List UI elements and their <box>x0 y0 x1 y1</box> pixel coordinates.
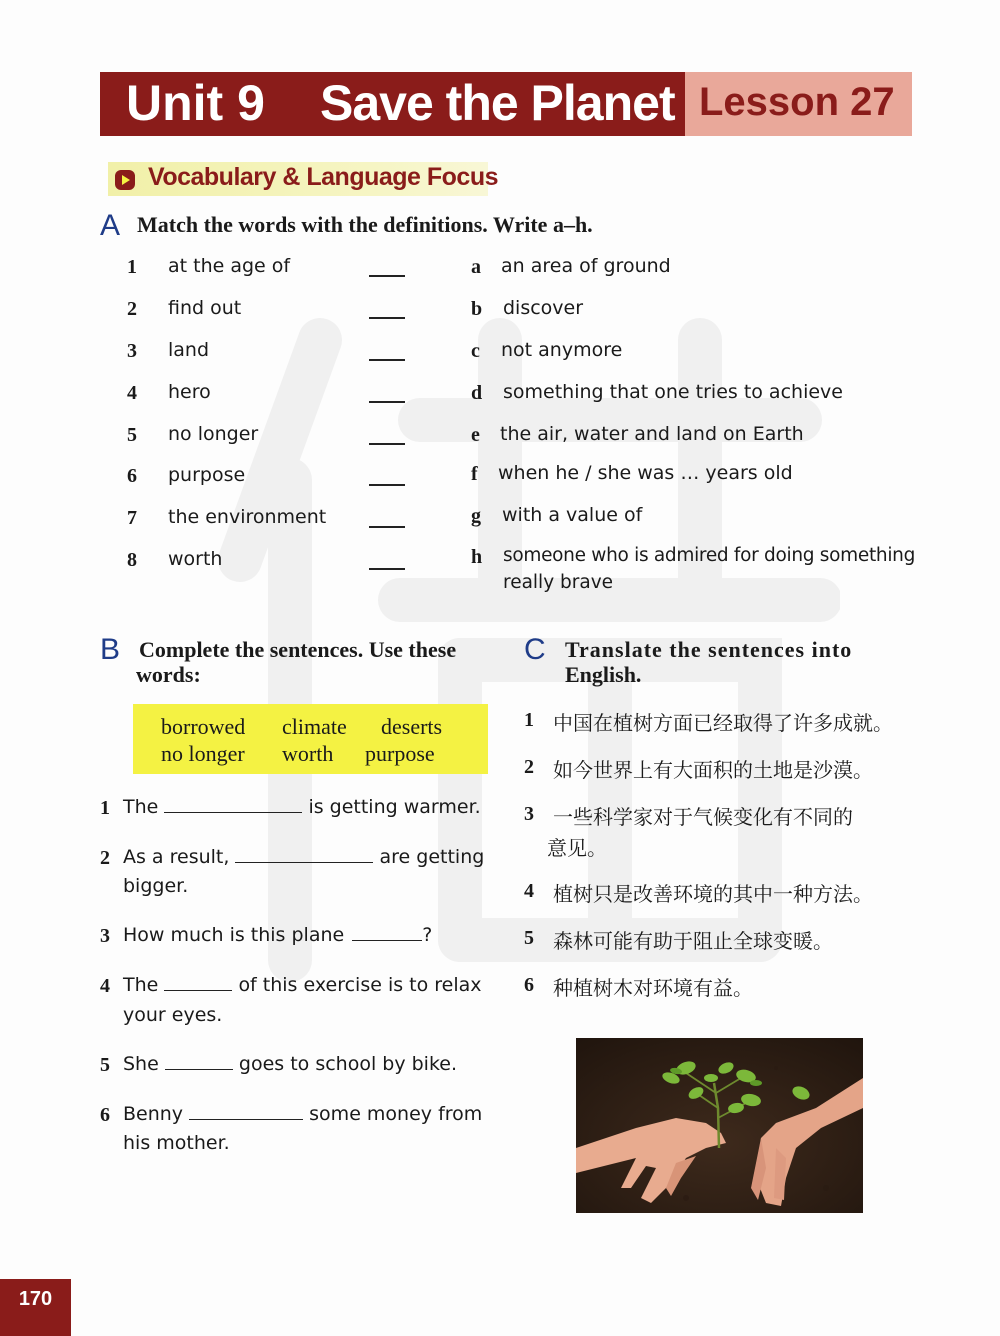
answer-blank[interactable] <box>369 443 405 445</box>
word-box-item: borrowed <box>161 714 246 739</box>
sentence-text: How much is this plane <box>123 924 345 946</box>
definition-letter: e <box>471 424 480 446</box>
sentence-text: The <box>123 974 159 996</box>
definition-text: something that one tries to achieve <box>503 381 843 403</box>
word-text: find out <box>168 297 242 319</box>
answer-blank[interactable] <box>352 924 422 941</box>
translation-number: 5 <box>524 927 534 949</box>
translation-number: 3 <box>524 803 534 825</box>
sentence-line <box>123 846 484 868</box>
word-text: the environment <box>168 506 327 528</box>
word-box-item: worth <box>282 741 334 766</box>
word-number: 5 <box>127 424 137 446</box>
answer-blank[interactable] <box>164 796 302 813</box>
definition-text: when he / she was … years old <box>498 462 793 484</box>
word-box-item: climate <box>282 714 347 739</box>
answer-blank[interactable] <box>164 974 232 991</box>
word-text: no longer <box>168 423 259 445</box>
answer-blank[interactable] <box>369 317 405 319</box>
word-box-item: no longer <box>161 741 245 766</box>
definition-text: discover <box>503 297 584 319</box>
sentence-text-continued: bigger. <box>123 875 189 897</box>
word-text: purpose <box>168 464 246 486</box>
unit-title: Save the Planet <box>320 75 675 131</box>
vocab-banner-label: Vocabulary & Language Focus <box>148 163 499 191</box>
word-box-item: purpose <box>365 741 435 766</box>
translation-text-continued: 意见。 <box>547 836 607 860</box>
lesson-label: Lesson 27 <box>699 80 895 124</box>
word-number: 6 <box>127 465 137 487</box>
sentence-line <box>123 1103 482 1125</box>
sentence-text: The <box>123 796 159 818</box>
definition-letter: h <box>471 546 483 568</box>
word-box-item: deserts <box>381 714 443 739</box>
section-c-instruction: Translate the sentences into <box>565 637 853 662</box>
answer-blank[interactable] <box>369 401 405 403</box>
word-number: 8 <box>127 549 137 571</box>
sentence-text: Benny <box>123 1103 184 1125</box>
sentence-text: ? <box>422 924 433 946</box>
word-text: at the age of <box>168 255 291 277</box>
translation-text: 中国在植树方面已经取得了许多成就。 <box>553 711 893 735</box>
sentence-text: is getting warmer. <box>308 796 481 818</box>
definition-text: with a value of <box>502 504 643 526</box>
word-text: worth <box>168 548 223 570</box>
word-number: 1 <box>127 256 137 278</box>
translation-text: 一些科学家对于气候变化有不同的 <box>553 805 853 829</box>
translation-number: 4 <box>524 880 534 902</box>
section-a-instruction: Match the words with the definitions. Write a–h. <box>137 212 593 237</box>
sentence-line <box>123 974 482 996</box>
sentence-text: As a result, <box>123 846 230 868</box>
sentence-number: 4 <box>100 975 110 997</box>
sentence-line <box>123 796 481 818</box>
section-a-letter: A <box>100 209 121 242</box>
sentence-number: 1 <box>100 797 110 819</box>
definition-letter: b <box>471 298 483 320</box>
translation-text: 植树只是改善环境的其中一种方法。 <box>553 882 873 906</box>
word-text: hero <box>168 381 211 403</box>
section-b-instruction: Complete the sentences. Use these <box>139 637 457 662</box>
sentence-number: 2 <box>100 847 110 869</box>
word-text: land <box>168 339 210 361</box>
sentence-line <box>123 1053 457 1075</box>
section-c-instruction-continued: English. <box>565 662 642 687</box>
page-number: 170 <box>18 1288 53 1310</box>
word-number: 2 <box>127 298 137 320</box>
word-number: 7 <box>127 507 137 529</box>
answer-blank[interactable] <box>369 359 405 361</box>
sentence-line <box>123 924 432 946</box>
sentence-text: She <box>123 1053 159 1075</box>
sentence-text-continued: his mother. <box>123 1132 230 1154</box>
answer-blank[interactable] <box>235 846 373 863</box>
definition-letter: a <box>471 256 481 278</box>
sentence-number: 6 <box>100 1104 110 1126</box>
definition-text: an area of ground <box>501 255 671 277</box>
sentence-text: are getting <box>379 846 485 868</box>
lesson-badge <box>685 72 912 136</box>
answer-blank[interactable] <box>369 275 405 277</box>
translation-number: 2 <box>524 756 534 778</box>
sentence-text-continued: your eyes. <box>123 1004 223 1026</box>
translation-number: 1 <box>524 709 534 731</box>
word-number: 3 <box>127 340 137 362</box>
section-c-letter: C <box>524 633 546 666</box>
answer-blank[interactable] <box>165 1053 233 1070</box>
translation-number: 6 <box>524 974 534 996</box>
answer-blank[interactable] <box>369 568 405 570</box>
definition-letter: d <box>471 382 483 404</box>
answer-blank[interactable] <box>369 526 405 528</box>
definition-letter: c <box>471 340 480 362</box>
play-icon <box>114 169 136 191</box>
definition-text-continued: really brave <box>503 572 614 593</box>
sentence-text: some money from <box>309 1103 483 1125</box>
translation-text: 种植树木对环境有益。 <box>553 976 753 1000</box>
definition-letter: f <box>471 463 478 485</box>
unit-number: Unit 9 <box>126 75 265 131</box>
sentence-text: of this exercise is to relax <box>238 974 482 996</box>
translation-text: 如今世界上有大面积的土地是沙漠。 <box>553 758 873 782</box>
sentence-text: goes to school by bike. <box>238 1053 458 1075</box>
answer-blank[interactable] <box>369 484 405 486</box>
section-b-instruction-continued: words: <box>136 662 201 687</box>
definition-text: someone who is admired for doing something <box>503 545 916 566</box>
translation-text: 森林可能有助于阻止全球变暖。 <box>553 929 833 953</box>
definition-text: the air, water and land on Earth <box>500 423 804 445</box>
planting-seedling-photo <box>576 1038 863 1213</box>
answer-blank[interactable] <box>189 1103 303 1120</box>
word-number: 4 <box>127 382 137 404</box>
definition-letter: g <box>471 505 481 527</box>
sentence-number: 3 <box>100 925 110 947</box>
sentence-number: 5 <box>100 1054 110 1076</box>
definition-text: not anymore <box>501 339 623 361</box>
section-b-letter: B <box>100 633 121 666</box>
